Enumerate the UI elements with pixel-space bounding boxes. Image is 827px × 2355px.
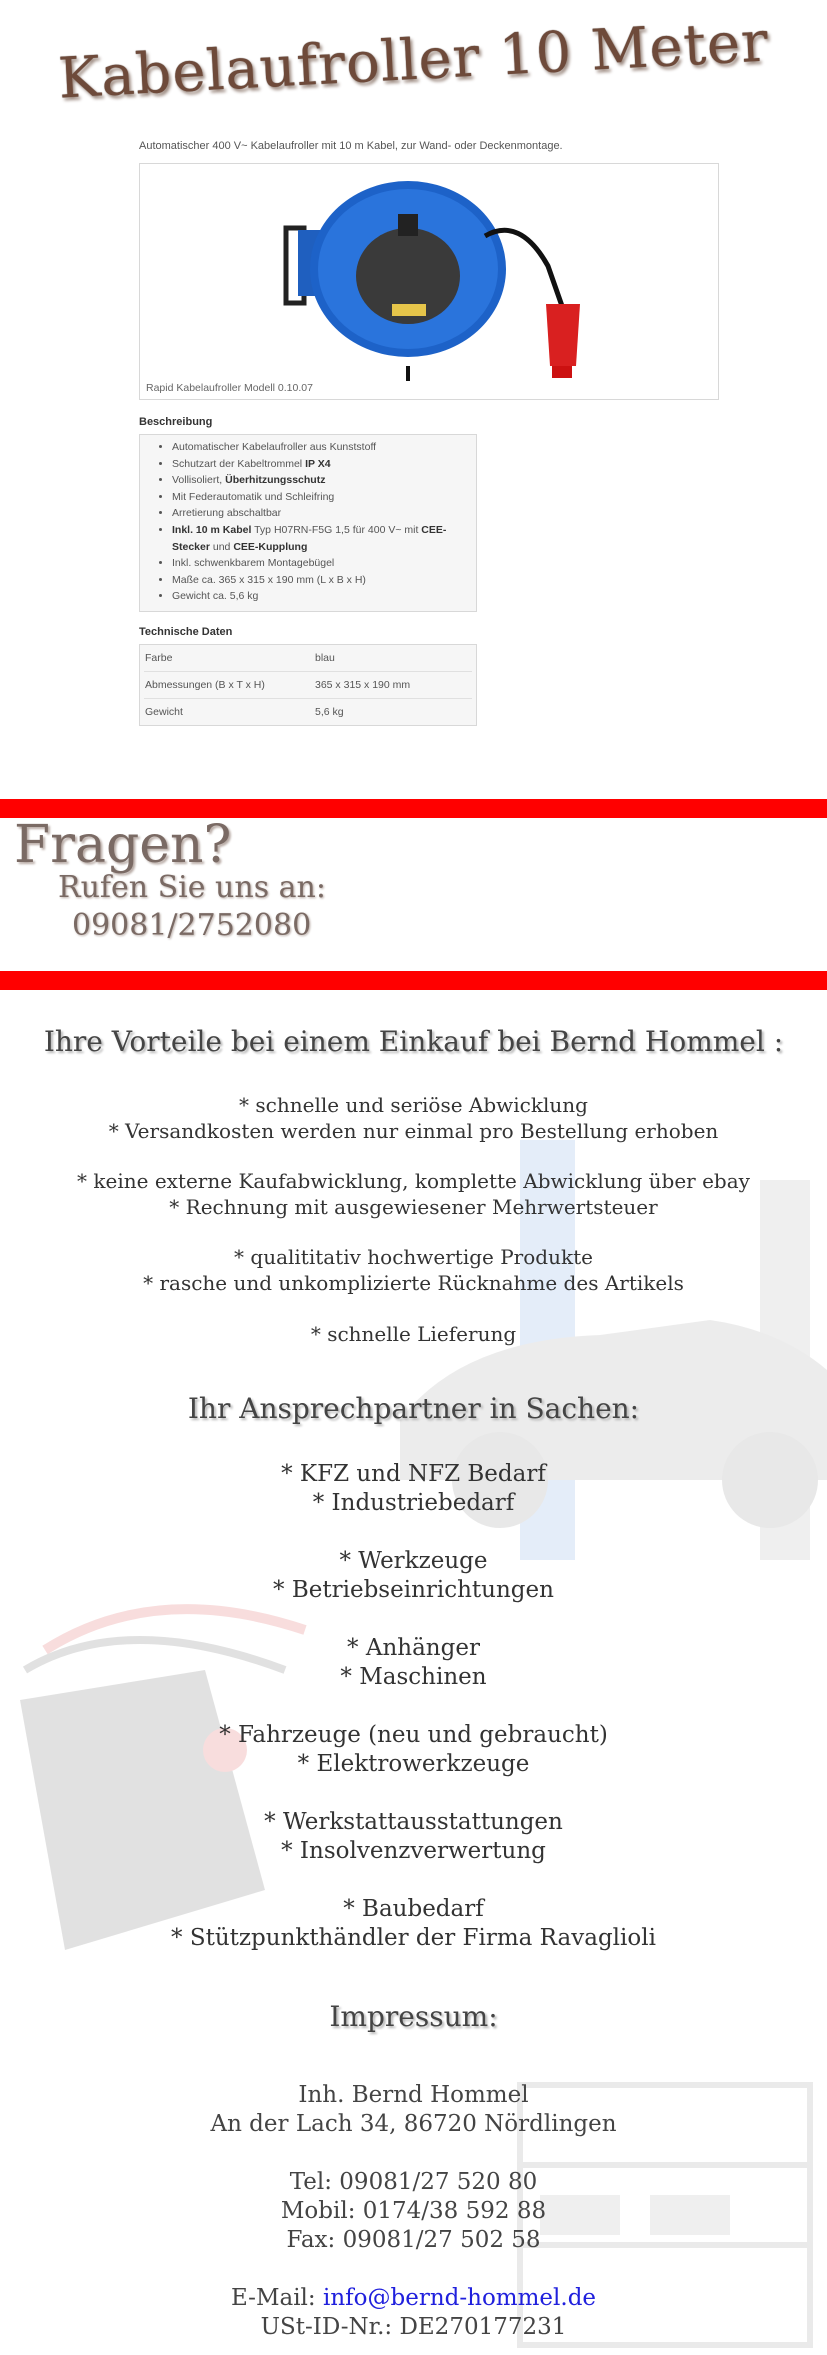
- partner-item: * Maschinen: [340, 1664, 487, 1690]
- partner-item: * Fahrzeuge (neu und gebraucht): [219, 1722, 608, 1748]
- advantage-item: * Versandkosten werden nur einmal pro Bestellung erhoben: [108, 1118, 719, 1143]
- feature-item: • Arretierung abschaltbar: [172, 505, 476, 522]
- partner-item: * Industriebedarf: [312, 1490, 515, 1516]
- phone-number: 09081/2752080: [72, 908, 312, 943]
- partner-item: * Werkzeuge: [339, 1548, 488, 1574]
- red-divider-bottom: [0, 971, 827, 990]
- feature-list: [140, 439, 476, 605]
- tech-value: 5,6 kg: [315, 705, 344, 718]
- fax: Fax: 09081/27 502 58: [286, 2227, 541, 2253]
- partner-item: * Baubedarf: [343, 1896, 484, 1922]
- tech-label: Abmessungen (B x T x H): [145, 678, 265, 691]
- feature-item: • Schutzart der Kabeltrommel IP X4: [172, 456, 476, 473]
- feature-item: • Inkl. 10 m Kabel Typ H07RN-F5G 1,5 für 400 V~ mit CEE-Stecker und CEE-Kupplung: [172, 522, 476, 555]
- tech-value: blau: [315, 651, 335, 664]
- questions-heading: Fragen?: [14, 815, 232, 875]
- page-title: Kabelaufroller 10 Meter: [56, 9, 771, 112]
- advantage-item: * Rechnung mit ausgewiesener Mehrwertsteuer: [169, 1194, 658, 1219]
- product-section: [139, 140, 719, 726]
- partner-item: * Stützpunkthändler der Firma Ravaglioli: [171, 1925, 656, 1951]
- feature-item: • Gewicht ca. 5,6 kg: [172, 588, 476, 605]
- advantages-heading: Ihre Vorteile bei einem Einkauf bei Bernd Hommel :: [43, 1025, 784, 1058]
- vat-id: USt-ID-Nr.: DE270177231: [260, 2314, 567, 2340]
- partner-heading: Ihr Ansprechpartner in Sachen:: [187, 1392, 640, 1425]
- advantages-list: [0, 1093, 827, 1347]
- mobile: Mobil: 0174/38 592 88: [280, 2198, 547, 2224]
- description-title: Beschreibung: [139, 416, 213, 428]
- tech-value: 365 x 315 x 190 mm: [315, 678, 411, 691]
- cable-reel-image: [280, 176, 580, 386]
- impressum-block: [0, 2081, 827, 2342]
- image-caption: Rapid Kabelaufroller Modell 0.10.07: [146, 382, 313, 394]
- description-box: [139, 434, 477, 612]
- feature-item: • Mit Federautomatik und Schleifring: [172, 489, 476, 506]
- partner-item: * KFZ und NFZ Bedarf: [281, 1461, 546, 1487]
- product-intro: Automatischer 400 V~ Kabelaufroller mit 10 m Kabel, zur Wand- oder Deckenmontage.: [139, 140, 563, 152]
- tech-label: Farbe: [145, 651, 173, 664]
- advantage-item: * keine externe Kaufabwicklung, komplette Abwicklung über ebay: [77, 1169, 750, 1194]
- partner-item: * Elektrowerkzeuge: [297, 1751, 530, 1777]
- advantage-item: * qualititativ hochwertige Produkte: [234, 1245, 593, 1270]
- email-label: E-Mail:: [230, 2285, 316, 2311]
- impressum-heading: Impressum:: [329, 2000, 498, 2033]
- tech-label: Gewicht: [145, 705, 183, 718]
- product-image-box: [139, 163, 719, 400]
- tech-row: [144, 672, 472, 699]
- call-us-text: Rufen Sie uns an:: [58, 870, 326, 905]
- tech-data-table: [139, 644, 477, 726]
- telephone: Tel: 09081/27 520 80: [289, 2169, 538, 2195]
- tech-row: [144, 699, 472, 725]
- partner-item: * Werkstattausstattungen: [264, 1809, 563, 1835]
- tech-row: [144, 645, 472, 672]
- feature-item: • Inkl. schwenkbarem Montagebügel: [172, 555, 476, 572]
- feature-item: • Maße ca. 365 x 315 x 190 mm (L x B x H): [172, 572, 476, 589]
- owner-name: Inh. Bernd Hommel: [298, 2082, 529, 2108]
- feature-item: • Vollisoliert, Überhitzungsschutz: [172, 472, 476, 489]
- email-line: [0, 2284, 827, 2313]
- partner-item: * Insolvenzverwertung: [281, 1838, 546, 1864]
- partner-item: * Anhänger: [347, 1635, 480, 1661]
- advantage-item: * schnelle und seriöse Abwicklung: [239, 1093, 588, 1117]
- address: An der Lach 34, 86720 Nördlingen: [210, 2111, 617, 2137]
- partner-list: [0, 1460, 827, 1953]
- advantage-item: * schnelle Lieferung: [310, 1321, 517, 1346]
- partner-item: * Betriebseinrichtungen: [273, 1577, 554, 1603]
- feature-item: • Automatischer Kabelaufroller aus Kunststoff: [172, 439, 476, 456]
- advantage-item: * rasche und unkomplizierte Rücknahme des Artikels: [143, 1270, 684, 1295]
- tech-data-title: Technische Daten: [139, 625, 233, 638]
- email-link[interactable]: info@bernd-hommel.de: [322, 2285, 597, 2311]
